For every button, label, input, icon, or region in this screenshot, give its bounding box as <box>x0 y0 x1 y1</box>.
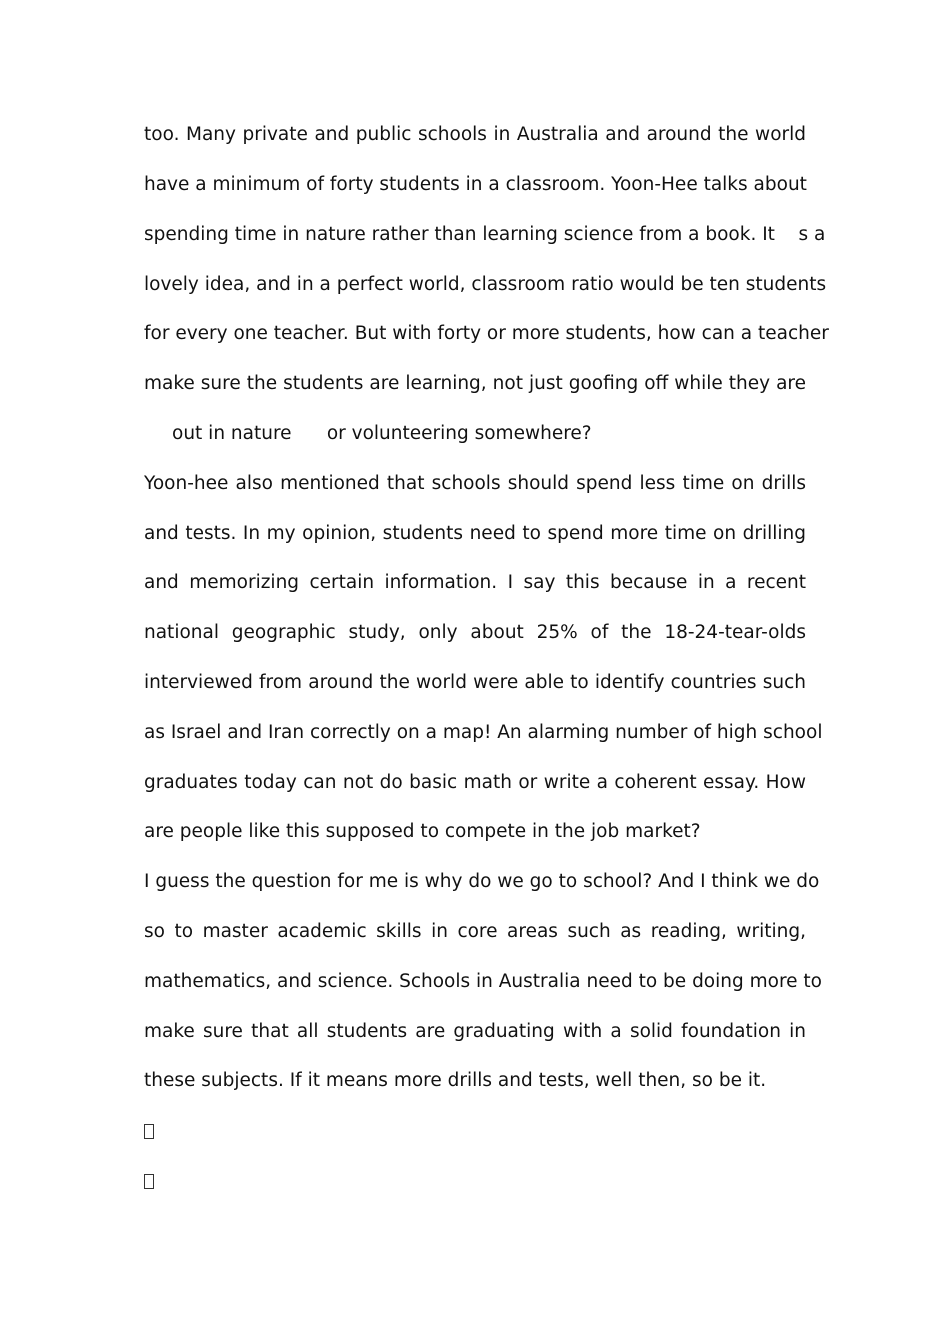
text-line: so to master academic skills in core areas such as reading, writing, <box>144 921 806 942</box>
text-line: spending time in nature rather than learning science from a book. It s a <box>144 224 826 245</box>
text-line: for every one teacher. But with forty or more students, how can a teacher <box>144 323 829 344</box>
text-line: Yoon-hee also mentioned that schools should spend less time on drills <box>144 473 806 494</box>
text-line: graduates today can not do basic math or write a coherent essay. How <box>144 772 806 793</box>
text-line: and memorizing certain information. I say this because in a recent <box>144 572 806 593</box>
text-line: I guess the question for me is why do we go to school? And I think we do <box>144 871 820 892</box>
text-line: these subjects. If it means more drills and tests, well then, so be it. <box>144 1070 767 1091</box>
text-line: make sure that all students are graduating with a solid foundation in <box>144 1021 806 1042</box>
text-line: too. Many private and public schools in Australia and around the world <box>144 124 806 145</box>
text-line: have a minimum of forty students in a classroom. Yoon-Hee talks about <box>144 174 807 195</box>
missing-glyph-icon <box>144 1174 154 1189</box>
text-line: interviewed from around the world were able to identify countries such <box>144 672 806 693</box>
text-line: mathematics, and science. Schools in Australia need to be doing more to <box>144 971 822 992</box>
text-line: national geographic study, only about 25% of the 18-24-tear-olds <box>144 622 806 643</box>
text-line: as Israel and Iran correctly on a map! An alarming number of high school <box>144 722 823 743</box>
missing-glyph-icon <box>144 1124 154 1139</box>
text-line: lovely idea, and in a perfect world, classroom ratio would be ten students <box>144 274 827 295</box>
text-line: make sure the students are learning, not just goofing off while they are <box>144 373 806 394</box>
text-line: and tests. In my opinion, students need to spend more time on drilling <box>144 523 806 544</box>
text-line: out in nature or volunteering somewhere? <box>172 423 592 444</box>
text-line: are people like this supposed to compete in the job market? <box>144 821 701 842</box>
